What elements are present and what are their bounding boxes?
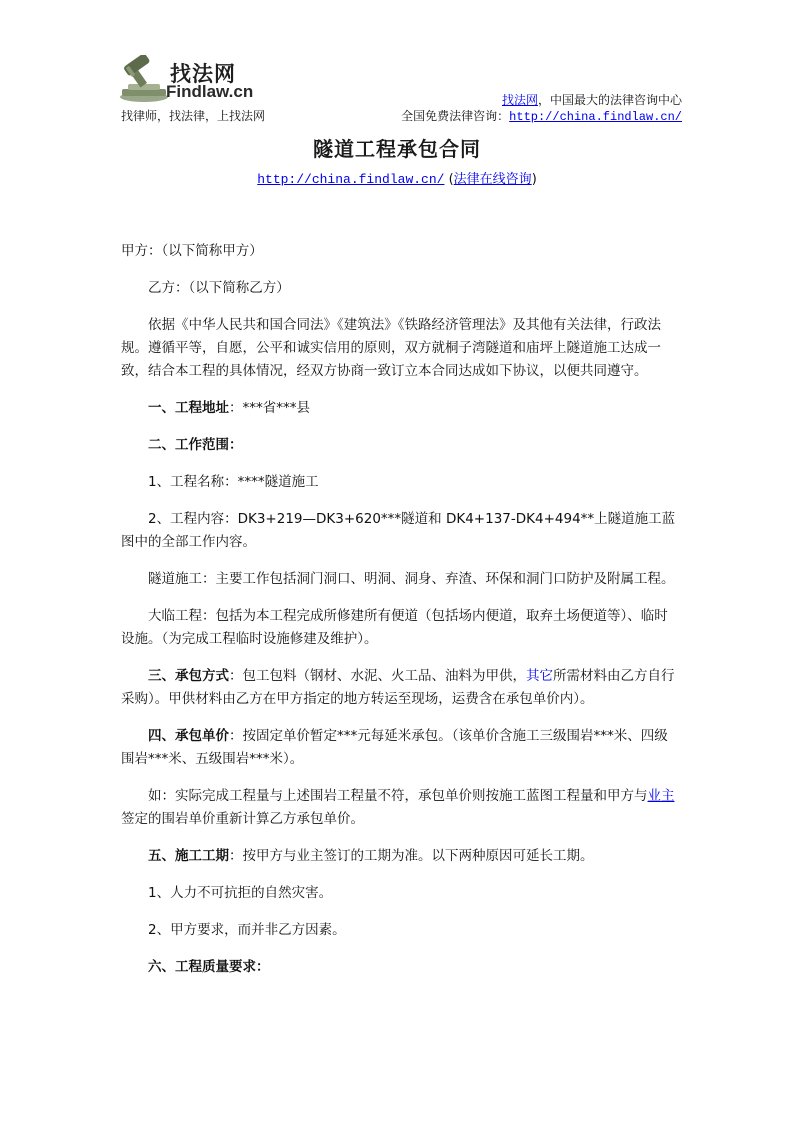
section-4-note-b: 签定的围岩单价重新计算乙方承包单价。	[121, 811, 364, 827]
section-6-title: 六、工程质量要求：	[148, 959, 270, 975]
section-3-title: 三、承包方式	[148, 668, 229, 684]
section-1-title: 一、工程地址	[148, 400, 229, 416]
online-consult-link[interactable]: 法律在线咨询	[453, 172, 532, 187]
header-tagline: 找律师，找法律，上找法网	[121, 109, 266, 123]
section-4	[121, 725, 677, 771]
section-2-title: 二、工作范围	[148, 437, 229, 453]
section-5-text: ：按甲方与业主签订的工期为准。以下两种原因可延长工期。	[229, 848, 594, 864]
section-3-text-b: 所需材料由乙方自行采购）。甲供材料由乙方在甲方指定的地方转运至现场，运费含在承包单价内）。	[121, 668, 675, 707]
paren-close: )	[531, 172, 537, 187]
intro-paragraph: 依据《中华人民共和国合同法》《建筑法》《铁路经济管理法》及其他有关法律，行政法规。遵循平等，自愿，公平和诚实信用的原则，双方就桐子湾隧道和庙坪上隧道施工达成一致，结合本工程的具体情况，经双方协商一致订立本合同达成如下协议，以便共同遵守。	[121, 317, 661, 379]
section-2-item-1: 1、工程名称：****隧道施工	[148, 474, 319, 490]
section-2-colon: ：	[229, 437, 243, 453]
party-b: 乙方：（以下简称乙方）	[148, 280, 290, 296]
header-info-line2	[401, 108, 682, 125]
document-title: 隧道工程承包合同	[313, 137, 481, 161]
title-links	[0, 168, 794, 187]
section-2	[121, 434, 677, 457]
section-4-title: 四、承包单价	[148, 728, 229, 744]
header-info-line1	[401, 92, 682, 108]
section-5-item-1: 1、人力不可抗拒的自然灾害。	[148, 885, 333, 901]
header-info	[401, 92, 682, 125]
paren-open: (	[444, 172, 454, 187]
section-1	[121, 397, 677, 420]
section-2-temp-works: 大临工程：包括为本工程完成所修建所有便道（包括场内便道，取弃土场便道等）、临时设施。（为完成工程临时设施修建及维护）。	[121, 608, 668, 647]
owner-link[interactable]: 业主	[647, 788, 675, 804]
section-2-item-2: 2、工程内容：DK3+219—DK3+620***隧道和 DK4+137-DK4+494**上隧道施工蓝图中的全部工作内容。	[121, 511, 676, 550]
other-link[interactable]: 其它	[526, 668, 553, 684]
party-a: 甲方：（以下简称甲方）	[121, 243, 263, 259]
section-5-title: 五、施工工期	[148, 848, 229, 864]
section-4-note-a: 如：实际完成工程量与上述围岩工程量不符，承包单价则按施工蓝图工程量和甲方与	[148, 788, 648, 804]
consult-label: 全国免费法律咨询：	[401, 109, 510, 123]
logo-wordmark[interactable]: 找法网	[170, 62, 236, 86]
logo-domain[interactable]: Findlaw.cn	[166, 82, 254, 101]
section-4-note	[121, 785, 677, 831]
section-3	[121, 665, 677, 711]
header-info-slogan: ，中国最大的法律咨询中心	[537, 93, 682, 107]
section-3-text-a: ：包工包料（钢材、水泥、火工品、油料为甲供，	[229, 668, 526, 684]
section-5	[121, 845, 677, 868]
contract-body	[121, 240, 677, 993]
findlaw-link[interactable]: 找法网	[501, 93, 538, 107]
header-url-link[interactable]: http://china.findlaw.cn/	[509, 110, 682, 124]
section-4-text: ：按固定单价暂定***元每延米承包。（该单价含施工三级围岩***米、四级围岩***米、五级围岩***米）。	[121, 728, 668, 767]
title-url-link[interactable]: http://china.findlaw.cn/	[257, 172, 445, 187]
gavel-logo-icon	[118, 55, 170, 103]
section-2-tunnel: 隧道施工：主要工作包括洞门洞口、明洞、洞身、弃渣、环保和洞门口防护及附属工程。	[148, 571, 675, 587]
section-1-text: ：***省***县	[229, 400, 310, 416]
section-5-item-2: 2、甲方要求，而并非乙方因素。	[148, 922, 346, 938]
